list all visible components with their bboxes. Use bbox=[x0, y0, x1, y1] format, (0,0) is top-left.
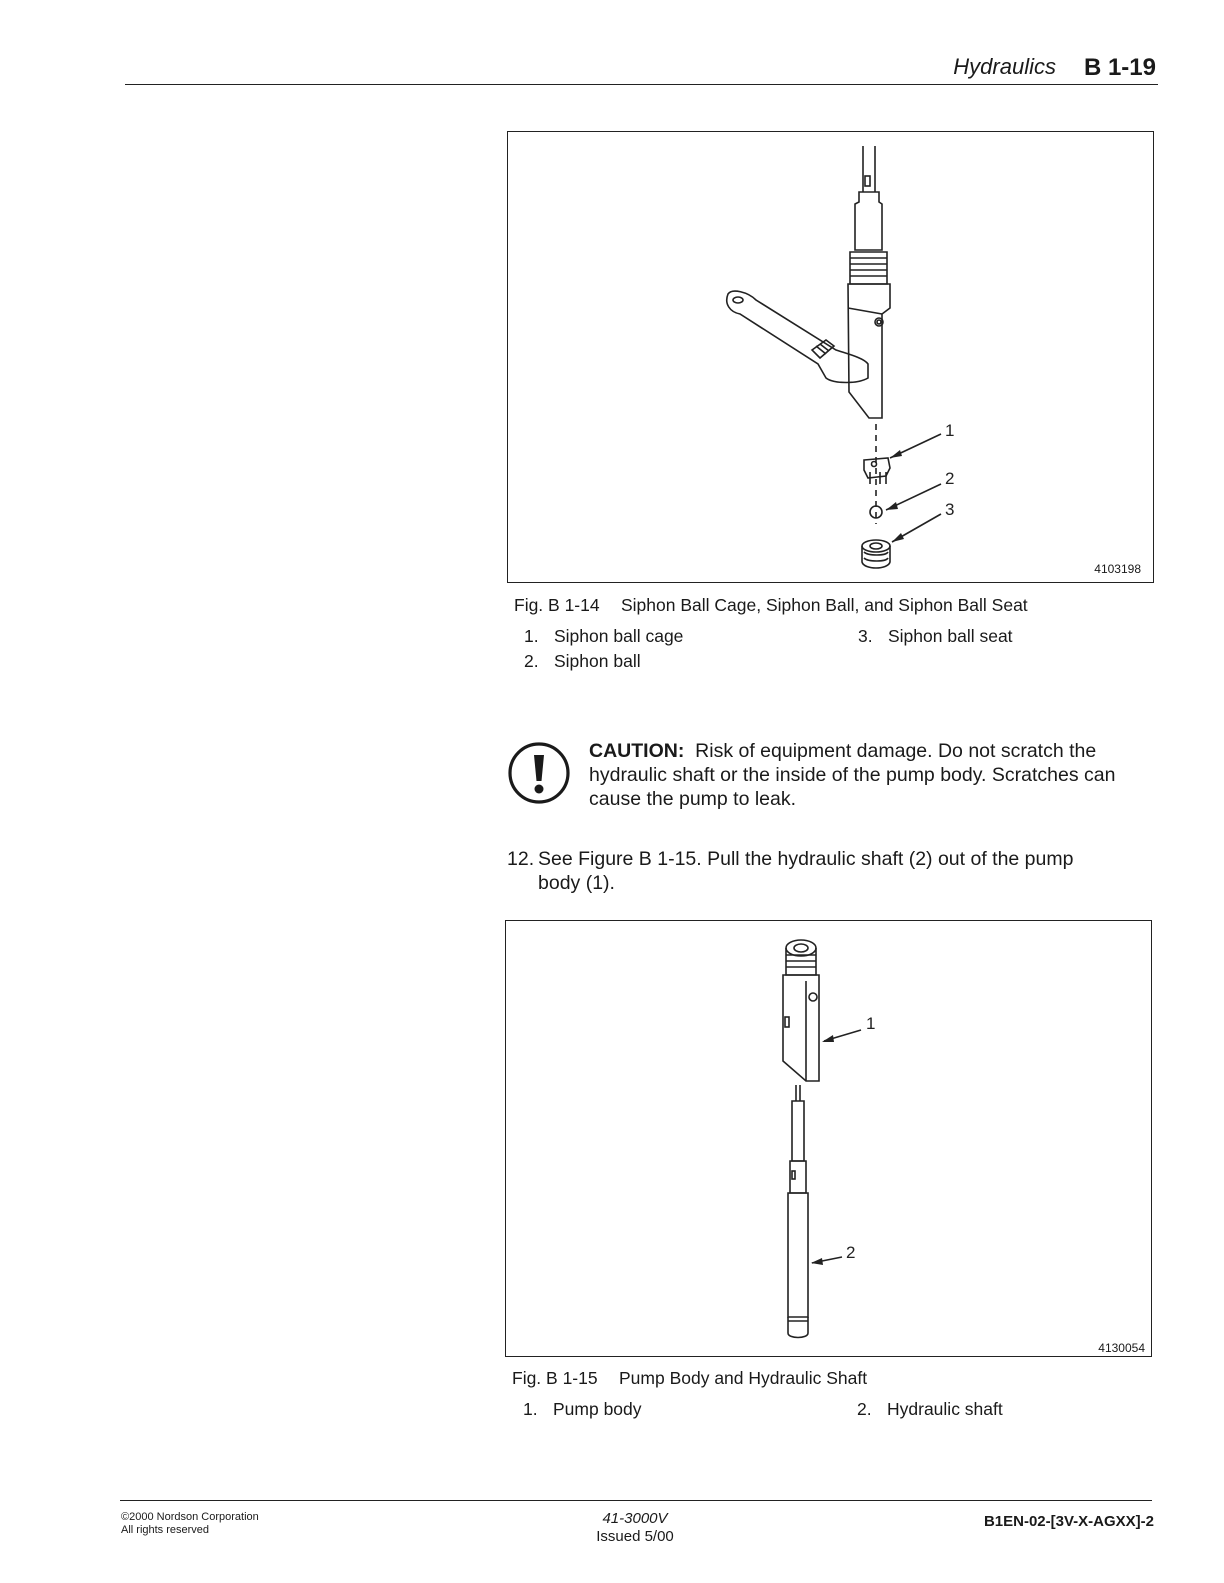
legend-number: 2. bbox=[524, 651, 539, 671]
caution-icon bbox=[507, 741, 571, 805]
legend-item bbox=[524, 626, 683, 647]
legend-item bbox=[524, 651, 641, 672]
legend-number: 1. bbox=[524, 626, 539, 646]
figure-id: 4130054 bbox=[1098, 1341, 1145, 1355]
step-text: See Figure B 1-15. Pull the hydraulic shaft (2) out of the pump body (1). bbox=[538, 848, 1074, 894]
callout-1: 1 bbox=[945, 421, 955, 440]
figure-b1-15 bbox=[505, 920, 1152, 1357]
caption-number: Fig. B 1-15 bbox=[512, 1368, 598, 1388]
legend-label: Siphon ball seat bbox=[888, 626, 1013, 646]
legend-label: Siphon ball cage bbox=[554, 626, 684, 646]
callout-1: 1 bbox=[866, 1014, 876, 1033]
caution-notice bbox=[589, 739, 1159, 811]
issued-date: Issued 5/00 bbox=[596, 1528, 674, 1545]
figure-caption bbox=[514, 595, 1028, 616]
legend-item bbox=[857, 1399, 1003, 1420]
footer-rule bbox=[120, 1500, 1152, 1501]
figure-caption bbox=[512, 1368, 867, 1389]
step-number: 12. bbox=[507, 848, 535, 870]
copyright-line: ©2000 Nordson Corporation bbox=[121, 1511, 259, 1523]
legend-number: 3. bbox=[858, 626, 873, 646]
page-number: B 1-19 bbox=[1083, 54, 1156, 81]
figure-b1-14 bbox=[507, 131, 1154, 583]
caution-label: CAUTION: bbox=[589, 740, 685, 762]
caption-number: Fig. B 1-14 bbox=[514, 595, 600, 615]
legend-label: Siphon ball bbox=[554, 651, 641, 671]
header-rule bbox=[125, 84, 1158, 85]
rights-line: All rights reserved bbox=[121, 1524, 210, 1536]
legend-label: Pump body bbox=[553, 1399, 642, 1419]
caption-title: Pump Body and Hydraulic Shaft bbox=[619, 1368, 868, 1388]
legend-item bbox=[858, 626, 1013, 647]
legend-number: 1. bbox=[523, 1399, 538, 1419]
document-number: 41-3000V bbox=[602, 1510, 668, 1527]
legend-item bbox=[523, 1399, 642, 1420]
document-code: B1EN-02-[3V-X-AGXX]-2 bbox=[983, 1513, 1154, 1530]
callout-3: 3 bbox=[945, 500, 955, 519]
copyright bbox=[121, 1511, 259, 1537]
caption-title: Siphon Ball Cage, Siphon Ball, and Siphon Ball Seat bbox=[621, 595, 1028, 615]
pump-body-and-shaft-illustration bbox=[506, 921, 1150, 1355]
callout-2: 2 bbox=[846, 1243, 856, 1262]
callout-2: 2 bbox=[945, 469, 955, 488]
figure-id: 4103198 bbox=[1094, 562, 1141, 576]
legend-number: 2. bbox=[857, 1399, 872, 1419]
siphon-ball-assembly-illustration bbox=[508, 132, 1152, 581]
caution-body: Risk of equipment damage. Do not scratch the hydraulic shaft or the inside of the pump body. Scratches can cause the pump to leak. bbox=[589, 740, 1116, 810]
legend-label: Hydraulic shaft bbox=[887, 1399, 1003, 1419]
running-header-section: Hydraulics bbox=[953, 54, 1056, 79]
document-info bbox=[560, 1510, 710, 1546]
